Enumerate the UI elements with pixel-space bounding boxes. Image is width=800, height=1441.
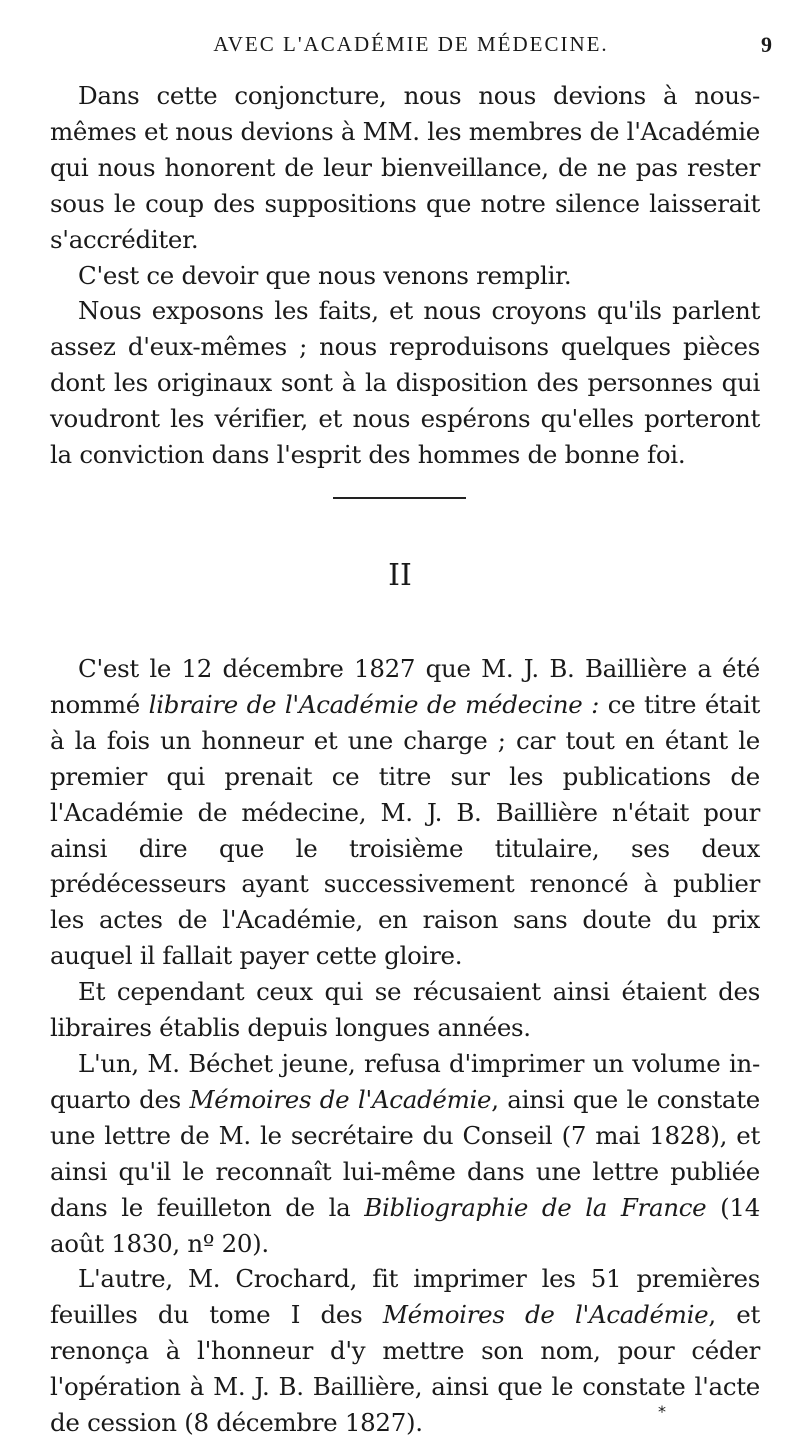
text-run: , ainsi que le constate une lettre de M. le secrétaire du Conseil (7 mai 1828), et ainsi qu'il le reconnaît lui-même dans une lettre publiée dans le feuilleton de la <box>50 1084 760 1222</box>
text-run: ce titre était à la fois un honneur et une charge ; car tout en étant le premier qui prenait ce titre sur les publications de l'Académie de médecine, M. J. B. Baillière n'était pour ainsi dire que le troisième titulaire, ses deux prédécesseurs ayant successivement renoncé à publier les actes de l'Académie, en raison sans doute du prix auquel il fallait payer cette gloire. <box>50 689 760 971</box>
italic-title: Mémoires de l'Académie <box>189 1084 492 1114</box>
signature-mark: * <box>658 1402 666 1421</box>
paragraph <box>50 651 760 974</box>
running-head <box>50 32 772 62</box>
text-run: L'autre, M. Crochard, fit imprimer les 51 premières feuilles du tome I des <box>50 1264 760 1330</box>
paragraph <box>50 1046 760 1261</box>
text-run: L'un, M. Béchet jeune, refusa d'imprimer un volume in-quarto des <box>50 1048 760 1114</box>
italic-title: Mémoires de l'Académie <box>382 1300 709 1330</box>
paragraph: Dans cette conjoncture, nous nous devions à nous-mêmes et nous devions à MM. les membres de l'Académie qui nous honorent de leur bienveillance, de ne pas rester sous le coup des suppositions que notre silence laisserait s'accréditer. <box>50 81 760 254</box>
text-block-section-ii <box>50 651 760 1441</box>
text-run: (14 août 1830, nº 20). <box>50 1192 761 1258</box>
text-block-intro <box>50 78 760 473</box>
section-divider-rule <box>333 497 466 499</box>
text-run: C'est le 12 décembre 1827 que M. J. B. Baillière a été nommé <box>50 654 760 719</box>
italic-title: Bibliographie de la France <box>364 1192 707 1222</box>
text-run: , et renonça à l'honneur d'y mettre son nom, pour céder l'opération à M. J. B. Baillière, ainsi que le constate l'acte de cession (8 décembre 1827). <box>50 1300 761 1438</box>
running-title: AVEC L'ACADÉMIE DE MÉDECINE. <box>213 32 609 56</box>
paragraph: Et cependant ceux qui se récusaient ainsi étaient des libraires établis depuis longues années. <box>50 977 760 1043</box>
paragraph: C'est ce devoir que nous venons remplir. <box>78 260 572 290</box>
page-number: 9 <box>761 32 772 57</box>
paragraph <box>50 1261 760 1441</box>
italic-title: libraire de l'Académie de médecine : <box>148 689 600 719</box>
paragraph: Nous exposons les faits, et nous croyons qu'ils parlent assez d'eux-mêmes ; nous reproduisons quelques pièces dont les originaux sont à la disposition des personnes qui voudront les vérifier, et nous espérons qu'elles porteront la conviction dans l'esprit des hommes de bonne foi. <box>50 296 760 470</box>
section-heading: II <box>388 558 412 593</box>
